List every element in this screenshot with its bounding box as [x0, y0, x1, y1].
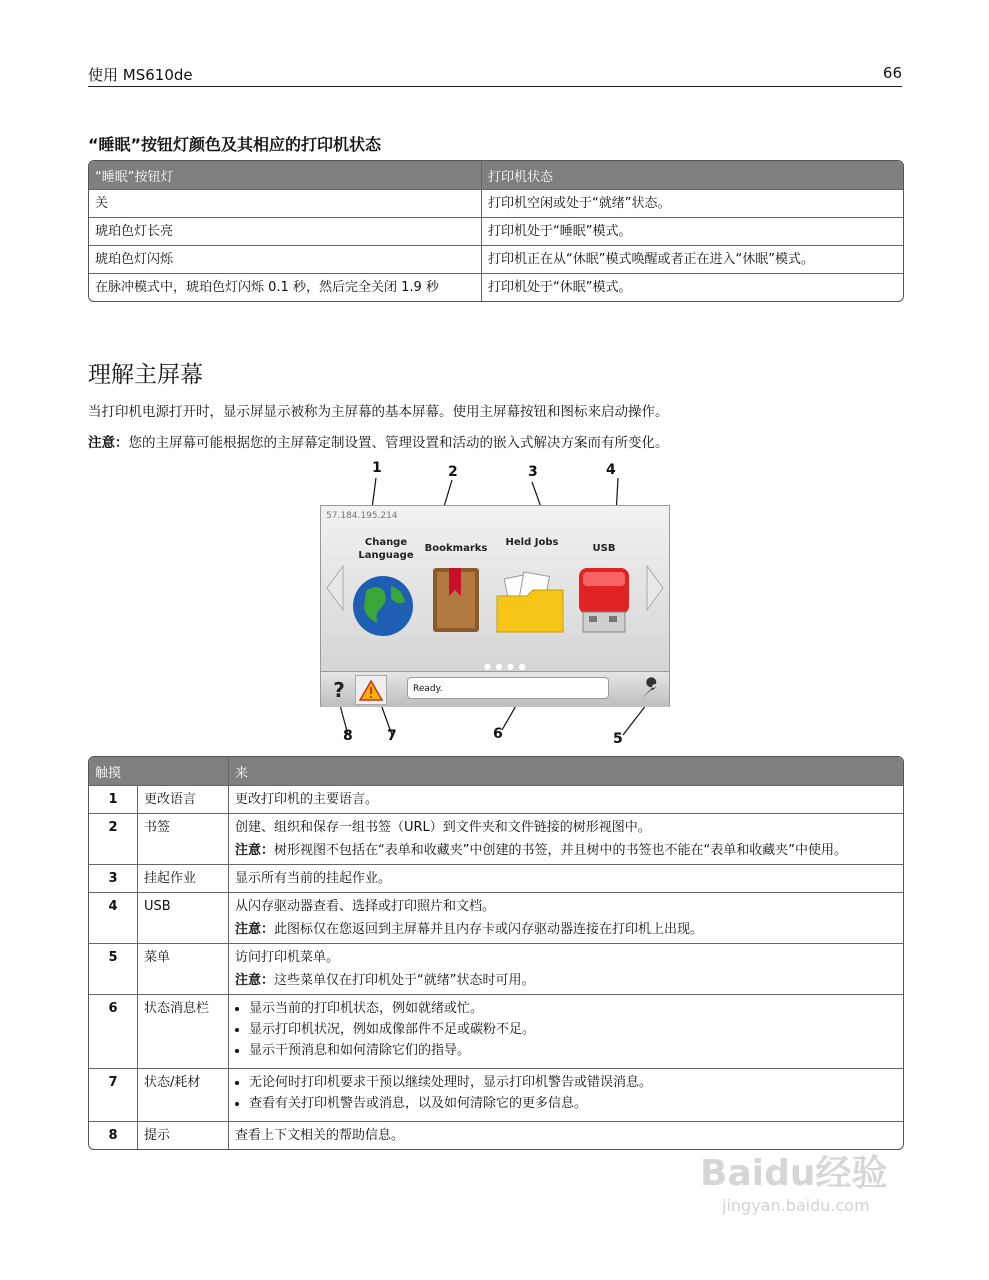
- desc-text: 访问打印机菜单。: [235, 950, 340, 965]
- table-row: [89, 892, 903, 943]
- table-row: [89, 245, 903, 273]
- row-number: 2: [89, 813, 137, 864]
- header-title: 使用 MS610de: [88, 66, 193, 84]
- row-note: [235, 921, 897, 938]
- watermark: [700, 1145, 930, 1245]
- status-supplies-button[interactable]: [355, 675, 387, 705]
- note-text: 这些菜单仅在打印机处于“就绪”状态时可用。: [274, 973, 535, 988]
- help-button[interactable]: ?: [333, 678, 345, 702]
- row-desc: [228, 892, 903, 943]
- row-desc: [228, 813, 903, 864]
- note-label: 注意：: [235, 843, 275, 858]
- row-number: 5: [89, 943, 137, 994]
- callout-7: 7: [387, 728, 397, 744]
- note-text: 此图标仅在您返回到主屏幕并且内存卡或闪存驱动器连接在打印机上出现。: [274, 922, 704, 937]
- desc-text: 创建、组织和保存一组书签（URL）到文件夹和文件链接的树形视图中。: [235, 820, 651, 835]
- sleep-table-title: “睡眠”按钮灯颜色及其相应的打印机状态: [88, 135, 382, 154]
- callout-6: 6: [493, 726, 503, 742]
- note-text: 树形视图不包括在“表单和收藏夹”中创建的书签，并且树中的书签也不能在“表单和收藏夹”中使用。: [274, 843, 847, 858]
- usb-icon: [579, 568, 629, 632]
- bullet-item: • 查看有关打印机警告或消息，以及如何清除它的更多信息。: [249, 1095, 897, 1112]
- printer-home-screen: [320, 505, 670, 707]
- callout-5: 5: [613, 731, 623, 747]
- row-number: 8: [89, 1121, 137, 1149]
- warning-icon: [356, 676, 386, 704]
- row-name: 菜单: [137, 943, 228, 994]
- ip-address: 57.184.195.214: [326, 511, 398, 521]
- scroll-left-icon: [327, 566, 343, 610]
- table-row: [89, 994, 903, 1068]
- callout-2: 2: [448, 464, 458, 480]
- globe-icon: [353, 576, 413, 636]
- touch-table: [88, 756, 904, 1150]
- app-usb[interactable]: USB: [592, 543, 616, 554]
- table-row: [89, 1068, 903, 1121]
- row-number: 1: [89, 785, 137, 813]
- held-jobs-icon: [497, 572, 563, 632]
- note-label: 注意：: [235, 922, 275, 937]
- sleep-light-table: [88, 160, 904, 302]
- desc-text: 从闪存驱动器查看、选择或打印照片和文档。: [235, 899, 496, 914]
- bottom-bar: [321, 671, 669, 707]
- row-number: 3: [89, 864, 137, 892]
- row-desc: [228, 943, 903, 994]
- bullet-item: • 无论何时打印机要求干预以继续处理时，显示打印机警告或错误消息。: [249, 1074, 897, 1091]
- table-row: [89, 864, 903, 892]
- row-desc: 查看上下文相关的帮助信息。: [228, 1121, 903, 1149]
- column-header: “睡眠”按钮灯: [89, 161, 481, 189]
- row-number: 4: [89, 892, 137, 943]
- row-name: 书签: [137, 813, 228, 864]
- callout-8: 8: [343, 728, 353, 744]
- table-cell: 打印机正在从“休眠”模式唤醒或者正在进入“休眠”模式。: [481, 245, 903, 273]
- row-note: [235, 842, 897, 859]
- note-label: 注意：: [235, 973, 275, 988]
- bullet-item: • 显示干预消息和如何清除它们的指导。: [249, 1042, 897, 1059]
- row-name: 挂起作业: [137, 864, 228, 892]
- row-name: USB: [137, 892, 228, 943]
- column-header: 触摸: [89, 757, 228, 785]
- table-cell: 打印机处于“睡眠”模式。: [481, 217, 903, 245]
- row-desc: 更改打印机的主要语言。: [228, 785, 903, 813]
- app-held-jobs[interactable]: Held Jobs: [505, 537, 559, 548]
- row-desc: [228, 1068, 903, 1121]
- row-name: 更改语言: [137, 785, 228, 813]
- app-bookmarks[interactable]: Bookmarks: [424, 543, 488, 554]
- row-name: 状态/耗材: [137, 1068, 228, 1121]
- table-cell: 关: [89, 189, 481, 217]
- column-header: 打印机状态: [481, 161, 903, 189]
- table-row: [89, 189, 903, 217]
- menu-button[interactable]: [635, 676, 663, 702]
- table-cell: 琥珀色灯长亮: [89, 217, 481, 245]
- table-cell: 打印机处于“休眠”模式。: [481, 273, 903, 301]
- table-cell: 琥珀色灯闪烁: [89, 245, 481, 273]
- row-name: 提示: [137, 1121, 228, 1149]
- section-heading: 理解主屏幕: [88, 362, 203, 388]
- table-row: [89, 785, 903, 813]
- callout-4: 4: [606, 462, 616, 478]
- app-change-language[interactable]: Change Language: [358, 537, 414, 561]
- page-indicator: ● ● ● ●: [484, 662, 527, 671]
- table-row: [89, 943, 903, 994]
- watermark-logo: Baidu经验: [700, 1153, 888, 1194]
- table-row: [89, 273, 903, 301]
- intro-paragraph: 当打印机电源打开时，显示屏显示被称为主屏幕的基本屏幕。使用主屏幕按钮和图标来启动操作。: [88, 404, 669, 420]
- wrench-icon: [635, 676, 663, 702]
- home-screen-figure: [310, 460, 680, 750]
- table-row: [89, 217, 903, 245]
- bookmarks-icon: [433, 568, 479, 632]
- bullet-item: • 显示打印机状况，例如成像部件不足或碳粉不足。: [249, 1021, 897, 1038]
- table-cell: 在脉冲模式中，琥珀色灯闪烁 0.1 秒，然后完全关闭 1.9 秒: [89, 273, 481, 301]
- table-cell: 打印机空闲或处于“就绪”状态。: [481, 189, 903, 217]
- watermark-url: jingyan.baidu.com: [722, 1196, 870, 1215]
- page-number: 66: [882, 64, 902, 82]
- note-paragraph: [88, 431, 669, 451]
- note-label: 注意：: [88, 435, 129, 451]
- row-name: 状态消息栏: [137, 994, 228, 1068]
- row-note: [235, 972, 897, 989]
- column-header: 来: [228, 757, 903, 785]
- callout-3: 3: [528, 464, 538, 480]
- note-text: 您的主屏幕可能根据您的主屏幕定制设置、管理设置和活动的嵌入式解决方案而有所变化。: [128, 435, 669, 451]
- callout-1: 1: [372, 460, 382, 476]
- row-number: 7: [89, 1068, 137, 1121]
- scroll-right-icon: [647, 566, 663, 610]
- row-number: 6: [89, 994, 137, 1068]
- bullet-item: • 显示当前的打印机状态，例如就绪或忙。: [249, 1000, 897, 1017]
- row-desc: 显示所有当前的挂起作业。: [228, 864, 903, 892]
- row-desc: [228, 994, 903, 1068]
- status-message-bar[interactable]: Ready.: [407, 677, 609, 699]
- screen-graphics: [321, 506, 669, 671]
- page-header: [88, 62, 902, 87]
- table-row: [89, 813, 903, 864]
